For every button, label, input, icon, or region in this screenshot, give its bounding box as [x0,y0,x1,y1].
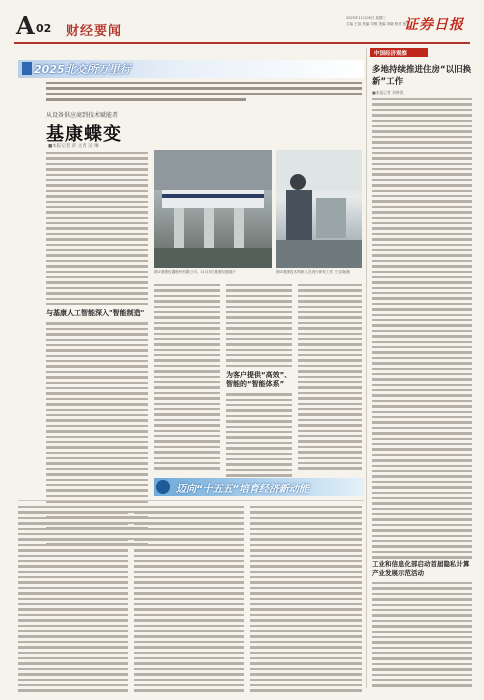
article-byline: ■本报记者 孙 文青 吴 琳 [48,144,99,149]
factory-photo-art [154,150,272,268]
editor-line: 主编 王蓓 责编 司维 美编 刘晓 校对 张萍 [346,22,410,26]
article-headline: 基康蝶变 [46,124,122,145]
subhead-1: 与基康人工智能深入"智能制造" [46,309,145,318]
masthead-rule [14,42,470,44]
bottom-right-text [250,506,362,695]
banner-emblem-icon [156,480,170,494]
page-letter: A [16,11,35,40]
right-column-bottom-text [372,582,472,690]
bottom-banner-title: 迈向“十五五”培育经济新动能 [176,484,309,495]
photo-caption-main: 图①基康仪器股份有限公司，11月3日基康仪器展厅 [154,270,236,274]
newspaper-logo: 证券日报 [404,17,464,33]
bottom-left-text [18,506,128,695]
middle-column-text-2 [226,284,292,480]
bottom-section-divider [18,500,364,501]
photo-caption-side: 图②基康技术科研人员进行研发工作 王宝晓/摄 [276,270,350,274]
lab-photo [276,150,362,268]
right-column-bottom-headline: 工业和信息化部启动首届隐私计算产业发展示范活动 [372,560,470,577]
middle-column-text-3 [298,284,362,473]
right-column-tag-label: 中国经济观察 [374,51,408,57]
bottom-mid-text [134,506,244,695]
factory-photo [154,150,272,268]
section-title: 财经要闻 [66,24,123,39]
date-line: 2025年11月05日 星期三 [346,16,386,20]
subhead-2: 为客户提供“高效”、智能的“智能体系” [226,371,292,389]
right-column-headline: 多地持续推进住房“以旧换新”工作 [372,65,472,87]
banner-title: 2025北交所万里行 [34,63,131,76]
lab-photo-art [276,150,362,268]
article-kicker: 从设备供应商到技术赋能者 [46,112,119,119]
banner-flag-icon [22,62,32,75]
right-column-text [372,98,472,562]
intro-paragraph [46,82,362,101]
left-column-text [46,152,148,549]
page-number: 02 [36,22,52,35]
column-divider [366,48,367,688]
middle-column-text [154,284,220,473]
right-column-byline: ■本报记者 刘善爱 [372,90,404,95]
